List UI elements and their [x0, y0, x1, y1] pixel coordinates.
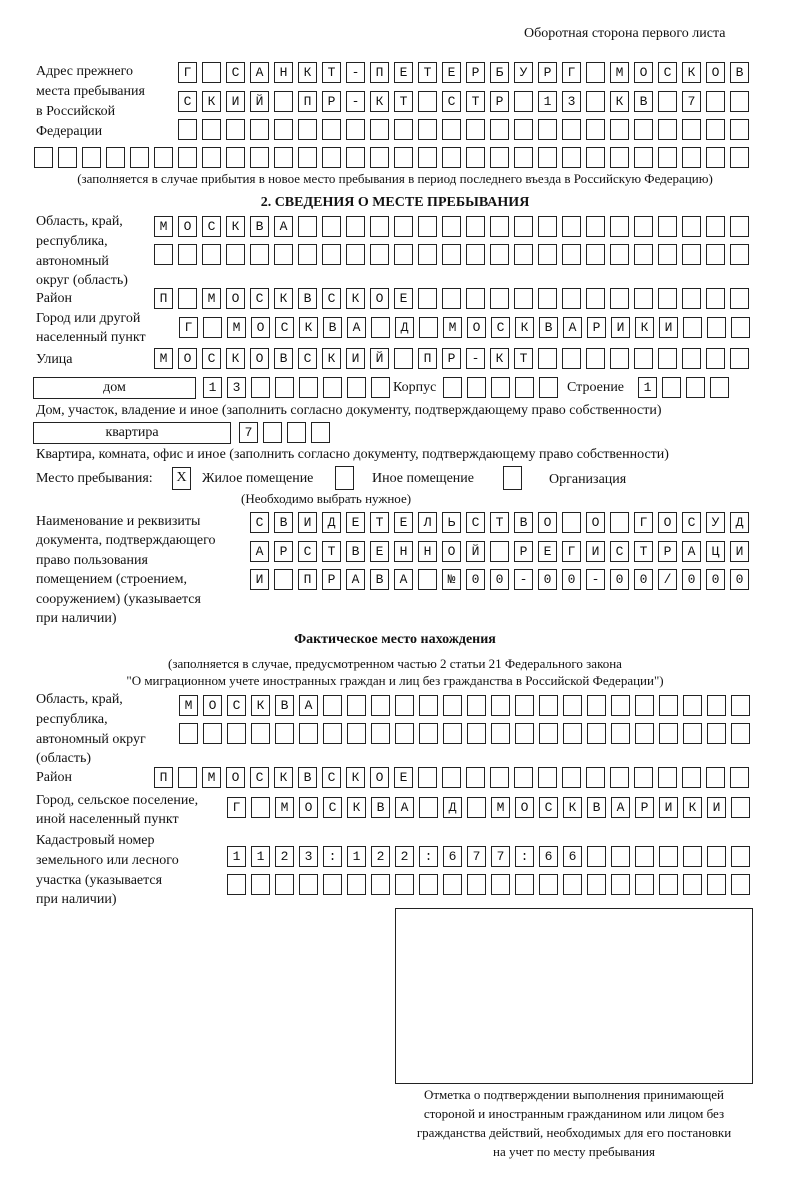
actual-note-1: (заполняется в случае, предусмотренном частью 2 статьи 21 Федерального закона	[168, 656, 622, 671]
stamp-box	[395, 908, 753, 1084]
choose-note: (Необходимо выбрать нужное)	[241, 491, 412, 506]
doc-label-6: при наличии)	[36, 611, 117, 626]
row-text: МОСКВА	[184, 698, 761, 713]
stamp-caption-4: на учет по месту пребывания	[493, 1144, 655, 1159]
region-label-3: автономный	[36, 254, 109, 269]
row-text: Г МОСКВА Д МОСКВАРИКИ	[184, 320, 761, 335]
row-text: МОСКОВСКИЙ ПР-КТ	[159, 351, 760, 366]
row-text: МОСКВА	[159, 219, 760, 234]
stamp-caption-3: гражданства действий, необходимых для его постановки	[416, 1125, 732, 1140]
doc-label-4: помещением (строением,	[36, 572, 187, 587]
row-text	[34, 147, 760, 168]
doc-label-2: документа, подтверждающего	[36, 533, 216, 548]
row-text: П МОСКВСКОЕ	[159, 291, 760, 306]
actual-region-label-4: (область)	[36, 751, 92, 766]
house-note: Дом, участок, владение и иное (заполнить согласно документу, подтверждающему право собственности)	[36, 403, 662, 418]
row-text	[154, 244, 760, 265]
row-text: Г МОСКВА Д МОСКВАРИКИ	[232, 800, 761, 815]
city-label-1: Город или другой	[36, 311, 141, 326]
flat-note: Квартира, комната, офис и иное (заполнить согласно документу, подтверждающему право собственности)	[36, 447, 669, 462]
prev-address-label-4: Федерации	[36, 124, 103, 139]
prev-address-note: (заполняется в случае прибытия в новое место пребывания в период последнего въезда в Российскую Федерацию)	[77, 171, 713, 186]
doc-label-1: Наименование и реквизиты	[36, 514, 201, 529]
row-text: 7	[244, 425, 341, 440]
actual-note-2: "О миграционном учете иностранных граждан и лиц без гражданства в Российской Федерации")	[126, 673, 664, 688]
row-text: И ПРАВА №00-00-00/000	[255, 572, 760, 587]
checkbox-organization[interactable]	[503, 466, 522, 490]
row-text: 1	[643, 380, 740, 395]
cadastre-label-2: земельного или лесного	[36, 853, 179, 868]
house-type-field[interactable]: дом	[33, 377, 196, 399]
option-other-premises-label: Иное помещение	[372, 471, 474, 486]
prev-address-label-2: места пребывания	[36, 84, 145, 99]
actual-region-label-1: Область, край,	[36, 692, 123, 707]
actual-title	[0, 630, 790, 650]
doc-label-3: право пользования	[36, 553, 148, 568]
actual-region-label-2: республика,	[36, 712, 108, 727]
row-text: АРСТВЕННОЙ РЕГИСТРАЦИ	[255, 544, 760, 559]
stroenie-label: Строение	[567, 380, 625, 395]
checkbox-residential[interactable]: X	[172, 467, 191, 490]
option-residential-label: Жилое помещение	[202, 471, 314, 486]
row-text: СКИЙ ПР-КТ СТР 13 КВ 7	[183, 94, 760, 109]
doc-label-5: сооружением) (указывается	[36, 592, 201, 607]
page-header: Оборотная сторона первого листа	[524, 26, 726, 41]
prev-address-label-1: Адрес прежнего	[36, 64, 133, 79]
actual-city-label-1: Город, сельское поселение,	[36, 793, 199, 808]
checkbox-other-premises[interactable]	[335, 466, 354, 490]
row-text: П МОСКВСКОЕ	[159, 770, 760, 785]
row-text	[443, 377, 569, 398]
stay-label: Место пребывания:	[36, 471, 153, 486]
actual-title-text: Фактическое место нахождения	[294, 632, 496, 647]
row-text	[178, 119, 760, 140]
option-organization-label: Организация	[549, 472, 627, 487]
row-text: Г САНКТ-ПЕТЕРБУРГ МОСКОВ	[183, 65, 760, 80]
street-label: Улица	[36, 352, 73, 367]
row-text: 13	[208, 380, 401, 395]
region-label-1: Область, край,	[36, 214, 123, 229]
flat-type-field[interactable]: квартира	[33, 422, 231, 444]
actual-region-label-3: автономный округ	[36, 732, 146, 747]
stamp-caption-1: Отметка о подтверждении выполнения принимающей	[423, 1087, 725, 1102]
region-label-4: округ (область)	[36, 273, 128, 288]
cadastre-label-3: участка (указывается	[36, 873, 163, 888]
city-label-2: населенный пункт	[36, 330, 146, 345]
actual-district-label: Район	[36, 770, 72, 785]
district-label: Район	[36, 291, 72, 306]
row-text	[179, 723, 761, 744]
prev-address-label-3: в Российской	[36, 104, 116, 119]
korpus-label: Корпус	[393, 380, 437, 395]
section2-title	[0, 193, 790, 213]
actual-city-label-2: иной населенный пункт	[36, 812, 179, 827]
section2-title-text: 2. СВЕДЕНИЯ О МЕСТЕ ПРЕБЫВАНИЯ	[260, 195, 530, 210]
stamp-caption-2: стороной и иностранным гражданином или лицом без	[423, 1106, 725, 1121]
row-text	[227, 874, 761, 895]
region-label-2: республика,	[36, 234, 108, 249]
cadastre-label-4: при наличии)	[36, 892, 117, 907]
cadastre-label-1: Кадастровый номер	[36, 833, 155, 848]
cadastre-number-text: 1123:122:677:66	[232, 849, 761, 864]
row-text: СВИДЕТЕЛЬСТВО О ГОСУД	[255, 515, 760, 530]
